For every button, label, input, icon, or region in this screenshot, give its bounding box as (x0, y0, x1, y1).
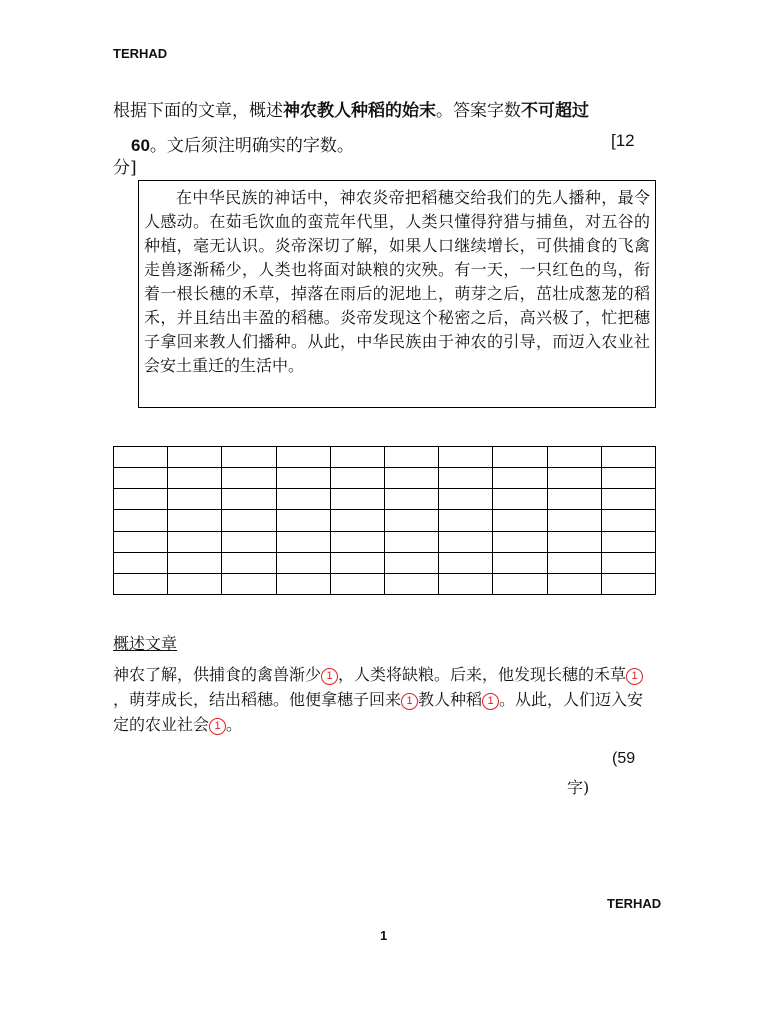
grid-cell[interactable] (276, 447, 330, 468)
grid-cell[interactable] (384, 552, 438, 573)
grid-cell[interactable] (601, 573, 655, 594)
grid-cell[interactable] (547, 489, 601, 510)
grid-cell[interactable] (114, 489, 168, 510)
grid-row (114, 468, 656, 489)
grid-row (114, 447, 656, 468)
grid-cell[interactable] (168, 510, 222, 531)
grid-cell[interactable] (222, 489, 276, 510)
grid-cell[interactable] (601, 552, 655, 573)
question-tail: 。文后须注明确实的字数。 (149, 136, 354, 156)
grid-cell[interactable] (384, 531, 438, 552)
grid-cell[interactable] (493, 552, 547, 573)
page-number: 1 (380, 928, 388, 943)
grid-cell[interactable] (547, 573, 601, 594)
grid-cell[interactable] (168, 552, 222, 573)
question-limit: 不可超过 (521, 101, 589, 121)
grid-cell[interactable] (168, 531, 222, 552)
grid-cell[interactable] (114, 531, 168, 552)
marks-close: 分] (113, 158, 137, 178)
passage-text: 在中华民族的神话中，神农炎帝把稻穗交给我们的先人播种，最令人感动。在茹毛饮血的蛮荒年代里，人类只懂得狩猎与捕鱼，对五谷的种植，毫无认识。炎帝深切了解，如果人口继续增长，可供捕食的飞禽走兽逐渐稀少，人类也将面对缺粮的灾殃。有一天，一只红色的鸟，衔着一根长穗的禾草，掉落在雨后的泥地上，萌芽之后，茁壮成葱茏的稻禾，并且结出丰盈的稻穗。炎帝发现这个秘密之后，高兴极了，忙把穗子拿回来教人们播种。从此，中华民族由于神农的引导，而迈入农业社会安土重迁的生活中。 (144, 188, 650, 375)
summary-part: ，萌芽成长，结出稻穗。他便拿穗子回来 (113, 690, 402, 709)
grid-cell[interactable] (601, 489, 655, 510)
question-line-1 (113, 96, 589, 121)
grid-cell[interactable] (276, 468, 330, 489)
grid-cell[interactable] (222, 573, 276, 594)
grid-cell[interactable] (601, 468, 655, 489)
grid-cell[interactable] (114, 510, 168, 531)
grid-cell[interactable] (114, 552, 168, 573)
grid-cell[interactable] (330, 447, 384, 468)
grid-row (114, 489, 656, 510)
grid-cell[interactable] (330, 468, 384, 489)
grid-cell[interactable] (384, 468, 438, 489)
grid-cell[interactable] (547, 468, 601, 489)
grid-cell[interactable] (222, 447, 276, 468)
grid-cell[interactable] (601, 447, 655, 468)
summary-heading: 概述文章 (113, 634, 178, 653)
word-count-close: 字) (567, 778, 590, 797)
grid-cell[interactable] (384, 489, 438, 510)
mark-circle-icon: 1 (209, 718, 226, 735)
answer-grid (113, 446, 656, 595)
summary-part: 神农了解，供捕食的禽兽渐少 (113, 665, 322, 684)
question-intro: 根据下面的文章，概述 (113, 101, 283, 121)
classification-header: TERHAD (113, 46, 168, 61)
word-count-open: (59 (612, 750, 636, 767)
question-middle: 。答案字数 (436, 101, 521, 121)
summary-part: 。从此，人们迈入安定的农业社会 (113, 690, 644, 734)
grid-row (114, 573, 656, 594)
grid-cell[interactable] (276, 510, 330, 531)
grid-cell[interactable] (114, 447, 168, 468)
grid-cell[interactable] (384, 573, 438, 594)
grid-row (114, 531, 656, 552)
grid-cell[interactable] (330, 573, 384, 594)
grid-cell[interactable] (222, 510, 276, 531)
grid-cell[interactable] (276, 573, 330, 594)
grid-cell[interactable] (439, 447, 493, 468)
grid-cell[interactable] (439, 531, 493, 552)
grid-cell[interactable] (439, 573, 493, 594)
grid-cell[interactable] (168, 447, 222, 468)
mark-circle-icon: 1 (626, 668, 643, 685)
grid-row (114, 552, 656, 573)
grid-cell[interactable] (493, 573, 547, 594)
grid-cell[interactable] (168, 489, 222, 510)
grid-cell[interactable] (439, 489, 493, 510)
grid-cell[interactable] (601, 510, 655, 531)
grid-cell[interactable] (330, 531, 384, 552)
grid-cell[interactable] (168, 573, 222, 594)
summary-part: ，人类将缺粮。后来，他发现长穗的禾草 (338, 665, 627, 684)
grid-cell[interactable] (439, 552, 493, 573)
mark-circle-icon: 1 (401, 693, 418, 710)
summary-part: 教人种稻 (418, 690, 483, 709)
grid-cell[interactable] (493, 510, 547, 531)
summary-answer (113, 662, 653, 737)
grid-cell[interactable] (276, 552, 330, 573)
grid-cell[interactable] (547, 531, 601, 552)
grid-cell[interactable] (276, 531, 330, 552)
passage-box (138, 180, 656, 408)
question-line-2 (131, 131, 354, 156)
grid-cell[interactable] (493, 531, 547, 552)
summary-end: 。 (226, 715, 243, 734)
grid-cell[interactable] (222, 531, 276, 552)
grid-cell[interactable] (276, 489, 330, 510)
grid-cell[interactable] (168, 468, 222, 489)
grid-cell[interactable] (439, 468, 493, 489)
classification-footer: TERHAD (607, 896, 662, 911)
mark-circle-icon: 1 (321, 668, 338, 685)
question-limit-number: 60 (131, 136, 150, 155)
grid-cell[interactable] (330, 510, 384, 531)
grid-cell[interactable] (222, 468, 276, 489)
grid-cell[interactable] (384, 510, 438, 531)
marks-open: [12 (611, 131, 635, 150)
grid-cell[interactable] (547, 447, 601, 468)
grid-cell[interactable] (493, 447, 547, 468)
grid-cell[interactable] (493, 489, 547, 510)
grid-cell[interactable] (384, 447, 438, 468)
grid-cell[interactable] (547, 552, 601, 573)
grid-cell[interactable] (439, 510, 493, 531)
grid-cell[interactable] (114, 468, 168, 489)
question-topic: 神农教人种稻的始末 (283, 101, 436, 121)
grid-cell[interactable] (330, 489, 384, 510)
grid-cell[interactable] (547, 510, 601, 531)
grid-cell[interactable] (493, 468, 547, 489)
grid-cell[interactable] (222, 552, 276, 573)
grid-cell[interactable] (114, 573, 168, 594)
grid-cell[interactable] (601, 531, 655, 552)
mark-circle-icon: 1 (482, 693, 499, 710)
grid-row (114, 510, 656, 531)
grid-cell[interactable] (330, 552, 384, 573)
